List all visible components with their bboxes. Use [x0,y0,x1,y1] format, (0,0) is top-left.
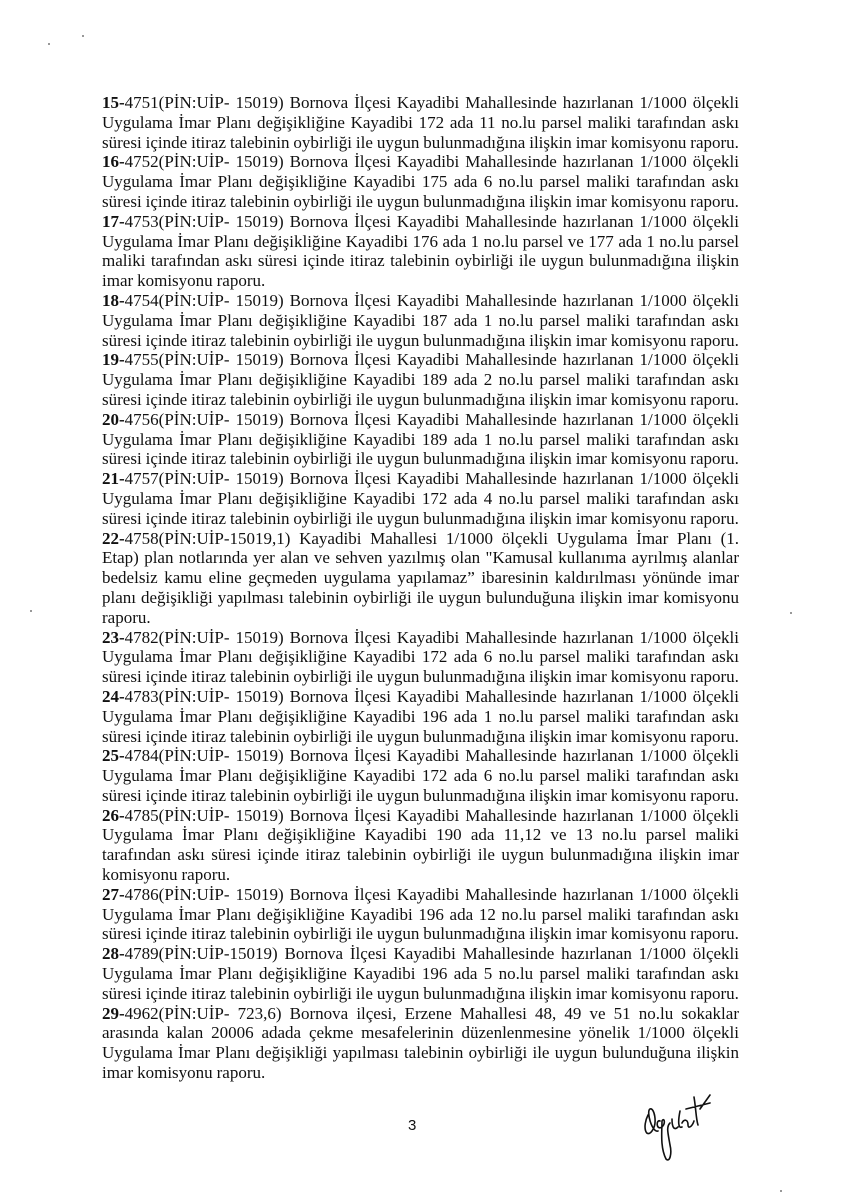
item-text: 4758(PİN:UİP-15019,1) Kayadibi Mahallesi 1/1000 ölçekli Uygulama İmar Planı (1. Etap) plan notlarında yer alan ve sehven yazılmış olan "Kamusal kullanıma ayrılmış alanlar bedelsiz kamu eline geçmeden uygulama yapılamaz” ibaresinin kaldırılması yönünde imar planı değişikliği yapılması talebinin oybirliği ile uygun bulunduğuna ilişkin imar komisyonu raporu. [102,528,739,627]
scan-speck [30,610,32,612]
agenda-item [102,350,739,409]
agenda-item [102,529,739,628]
scan-speck [82,35,84,37]
agenda-item [102,806,739,885]
item-number: 24- [102,686,125,706]
item-text: 4786(PİN:UİP- 15019) Bornova İlçesi Kayadibi Mahallesinde hazırlanan 1/1000 ölçekli Uygulama İmar Planı değişikliğine Kayadibi 196 ada 12 no.lu parsel maliki tarafından askı süresi içinde itiraz talebinin oybirliği ile uygun bulunmadığına ilişkin imar komisyonu raporu. [102,884,739,944]
page-footer [102,1087,739,1179]
item-number: 22- [102,528,125,548]
agenda-item [102,410,739,469]
item-text: 4754(PİN:UİP- 15019) Bornova İlçesi Kayadibi Mahallesinde hazırlanan 1/1000 ölçekli Uygulama İmar Planı değişikliğine Kayadibi 187 ada 1 no.lu parsel maliki tarafından askı süresi içinde itiraz talebinin oybirliği ile uygun bulunmadığına ilişkin imar komisyonu raporu. [102,290,739,350]
item-number: 23- [102,627,125,647]
scan-speck [790,612,792,614]
item-text: 4962(PİN:UİP- 723,6) Bornova ilçesi, Erzene Mahallesi 48, 49 ve 51 no.lu sokaklar arasında kalan 20006 adada çekme mesafelerinin düzenlenmesine yönelik 1/1000 ölçekli Uygulama İmar Planı değişikliği yapılması talebinin oybirliği ile uygun bulunduğuna ilişkin imar komisyonu raporu. [102,1003,739,1083]
item-text: 4783(PİN:UİP- 15019) Bornova İlçesi Kayadibi Mahallesinde hazırlanan 1/1000 ölçekli Uygulama İmar Planı değişikliğine Kayadibi 196 ada 1 no.lu parsel maliki tarafından askı süresi içinde itiraz talebinin oybirliği ile uygun bulunmadığına ilişkin imar komisyonu raporu. [102,686,739,746]
item-number: 28- [102,944,125,964]
item-text: 4757(PİN:UİP- 15019) Bornova İlçesi Kayadibi Mahallesinde hazırlanan 1/1000 ölçekli Uygulama İmar Planı değişikliğine Kayadibi 172 ada 4 no.lu parsel maliki tarafından askı süresi içinde itiraz talebinin oybirliği ile uygun bulunmadığına ilişkin imar komisyonu raporu. [102,469,739,528]
item-number: 20- [102,409,125,429]
item-number: 26- [102,805,125,825]
item-number: 18- [102,290,125,310]
agenda-item [102,687,739,746]
agenda-item [102,152,739,211]
item-text: 4782(PİN:UİP- 15019) Bornova İlçesi Kayadibi Mahallesinde hazırlanan 1/1000 ölçekli Uygulama İmar Planı değişikliğine Kayadibi 172 ada 6 no.lu parsel maliki tarafından askı süresi içinde itiraz talebinin oybirliği ile uygun bulunmadığına ilişkin imar komisyonu raporu. [102,627,739,687]
page-number: 3 [408,1116,417,1134]
item-number: 15- [102,93,125,112]
agenda-item [102,93,739,152]
item-number: 16- [102,152,125,172]
item-text: 4789(PİN:UİP-15019) Bornova İlçesi Kayadibi Mahallesinde hazırlanan 1/1000 ölçekli Uygulama İmar Planı değişikliğine Kayadibi 196 ada 5 no.lu parsel maliki tarafından askı süresi içinde itiraz talebinin oybirliği ile uygun bulunmadığına ilişkin imar komisyonu raporu. [102,944,739,1003]
item-text: 4752(PİN:UİP- 15019) Bornova İlçesi Kayadibi Mahallesinde hazırlanan 1/1000 ölçekli Uygulama İmar Planı değişikliğine Kayadibi 175 ada 6 no.lu parsel maliki tarafından askı süresi içinde itiraz talebinin oybirliği ile uygun bulunmadığına ilişkin imar komisyonu raporu. [102,152,739,211]
document-body [102,0,739,1179]
item-number: 29- [102,1003,125,1023]
agenda-item [102,628,739,687]
agenda-item [102,469,739,528]
scan-speck [780,1190,782,1192]
handwritten-signature [640,1087,730,1167]
item-text: 4784(PİN:UİP- 15019) Bornova İlçesi Kayadibi Mahallesinde hazırlanan 1/1000 ölçekli Uygulama İmar Planı değişikliğine Kayadibi 172 ada 6 no.lu parsel maliki tarafından askı süresi içinde itiraz talebinin oybirliği ile uygun bulunmadığına ilişkin imar komisyonu raporu. [102,746,739,805]
item-number: 19- [102,350,125,370]
agenda-item [102,746,739,805]
agenda-item [102,1004,739,1083]
agenda-item [102,885,739,944]
agenda-item [102,291,739,350]
item-number: 21- [102,469,125,489]
item-text: 4755(PİN:UİP- 15019) Bornova İlçesi Kayadibi Mahallesinde hazırlanan 1/1000 ölçekli Uygulama İmar Planı değişikliğine Kayadibi 189 ada 2 no.lu parsel maliki tarafından askı süresi içinde itiraz talebinin oybirliği ile uygun bulunmadığına ilişkin imar komisyonu raporu. [102,350,739,409]
agenda-item [102,212,739,291]
item-text: 4751(PİN:UİP- 15019) Bornova İlçesi Kayadibi Mahallesinde hazırlanan 1/1000 ölçekli Uygulama İmar Planı değişikliğine Kayadibi 172 ada 11 no.lu parsel maliki tarafından askı süresi içinde itiraz talebinin oybirliği ile uygun bulunmadığına ilişkin imar komisyonu raporu. [102,93,739,152]
agenda-item [102,944,739,1003]
item-text: 4756(PİN:UİP- 15019) Bornova İlçesi Kayadibi Mahallesinde hazırlanan 1/1000 ölçekli Uygulama İmar Planı değişikliğine Kayadibi 189 ada 1 no.lu parsel maliki tarafından askı süresi içinde itiraz talebinin oybirliği ile uygun bulunmadığına ilişkin imar komisyonu raporu. [102,409,739,469]
scan-speck [48,43,50,45]
item-text: 4753(PİN:UİP- 15019) Bornova İlçesi Kayadibi Mahallesinde hazırlanan 1/1000 ölçekli Uygulama İmar Planı değişikliğine Kayadibi 176 ada 1 no.lu parsel ve 177 ada 1 no.lu parsel maliki tarafından askı süresi içinde itiraz talebinin oybirliği ile uygun bulunmadığına ilişkin imar komisyonu raporu. [102,211,739,291]
item-number: 17- [102,211,125,231]
item-number: 27- [102,884,125,904]
item-text: 4785(PİN:UİP- 15019) Bornova İlçesi Kayadibi Mahallesinde hazırlanan 1/1000 ölçekli Uygulama İmar Planı değişikliğine Kayadibi 190 ada 11,12 ve 13 no.lu parsel maliki tarafından askı süresi içinde itiraz talebinin oybirliği ile uygun bulunmadığına ilişkin imar komisyonu raporu. [102,805,739,885]
item-number: 25- [102,746,125,766]
